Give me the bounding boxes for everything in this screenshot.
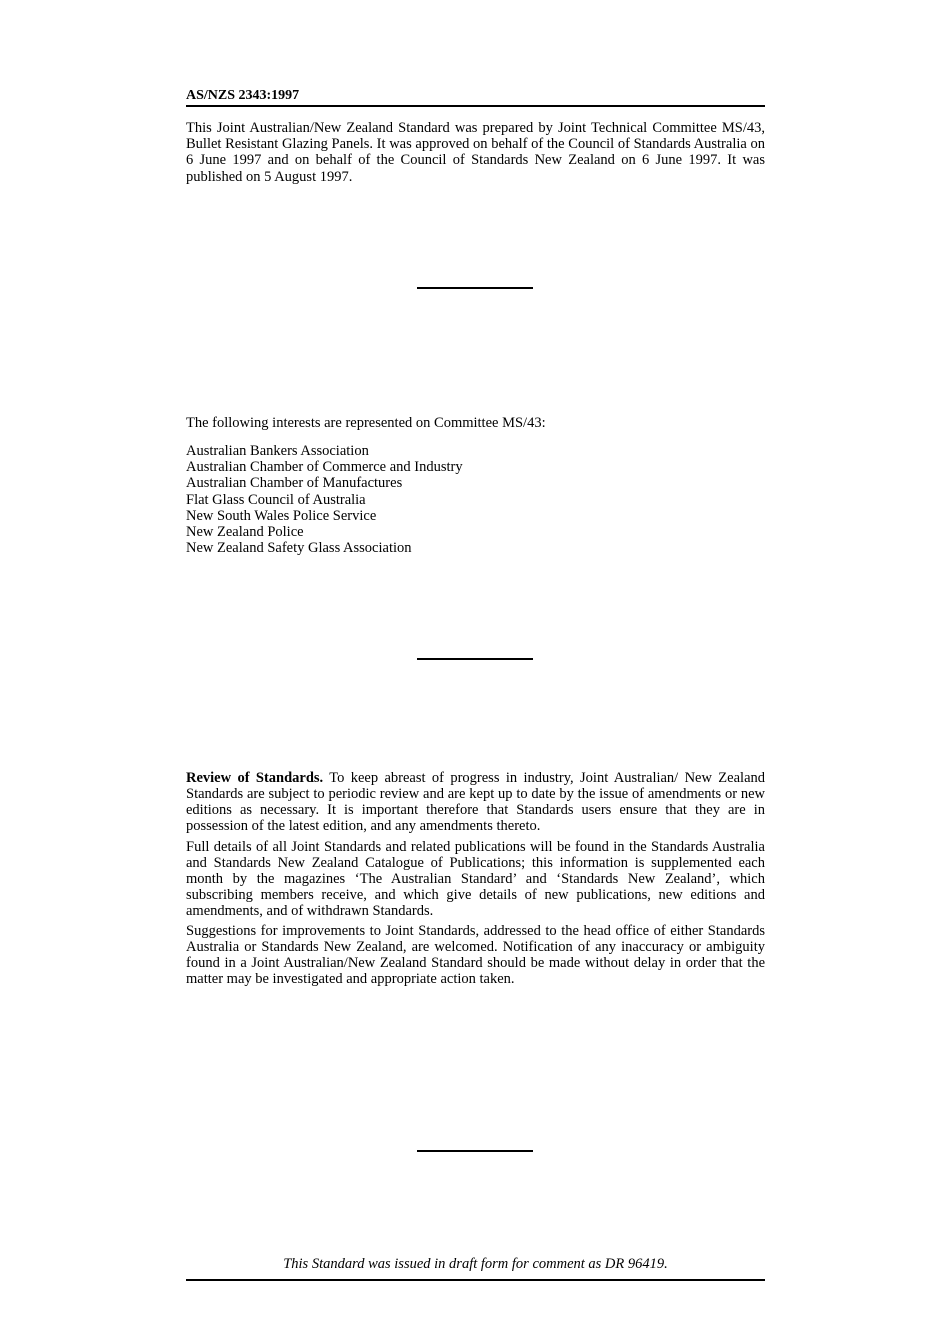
section-separator [417,658,533,660]
section-separator [417,287,533,289]
list-item: New South Wales Police Service [186,507,377,524]
intro-paragraph: This Joint Australian/New Zealand Standard was prepared by Joint Technical Committee MS/43, Bullet Resistant Glazing Panels. It was approved on behalf of the Council of Standards Australia on 6 June 1997 and on behalf of the Council of Standards New Zealand on 6 June 1997. It was published on 5 August 1997. [186,120,765,185]
list-item: Australian Chamber of Commerce and Industry [186,459,463,476]
review-paragraph-2: Full details of all Joint Standards and related publications will be found in the Standards Australia and Standards New Zealand Catalogue of Publications; this information is supplemented each month by the magazines ‘The Australian Standard’ and ‘Standards New Zealand’, which subscribing members receive, and which give details of new publications, new editions and amendments, and of withdrawn Standards. [186,838,765,919]
review-heading: Review of Standards. [186,770,324,786]
list-item: New Zealand Safety Glass Association [186,540,412,557]
list-item: Flat Glass Council of Australia [186,491,366,508]
review-paragraph-3: Suggestions for improvements to Joint Standards, addressed to the head office of either Standards Australia or Standards New Zealand, are welcomed. Notification of any inaccuracy or ambiguity found in a Joint Australian/New Zealand Standard should be made without delay in order that the matter may be investigated and appropriate action taken. [186,923,765,987]
committee-member-list [186,443,765,556]
list-item: Australian Bankers Association [186,443,369,459]
section-separator [417,1150,533,1152]
draft-note: This Standard was issued in draft form for comment as DR 96419. [283,1256,668,1272]
review-section [186,770,765,992]
committee-lead: The following interests are represented on Committee MS/43: [186,415,546,431]
footer-rule [186,1279,765,1281]
list-item: New Zealand Police [186,524,304,541]
list-item: Australian Chamber of Manufactures [186,475,403,492]
header-rule [186,105,765,107]
review-paragraph-1 [186,770,765,834]
standard-number-header: AS/NZS 2343:1997 [186,88,300,103]
review-text-1: To keep abreast of progress in industry, Joint Australian/ New Zealand Standards are subject to periodic review and are kept up to date by the issue of amendments or new editions as necessary. It is important therefore that Standards users ensure that they are in possession of the latest edition, and any amendments thereto. [186,770,766,834]
committee-section [186,415,765,556]
